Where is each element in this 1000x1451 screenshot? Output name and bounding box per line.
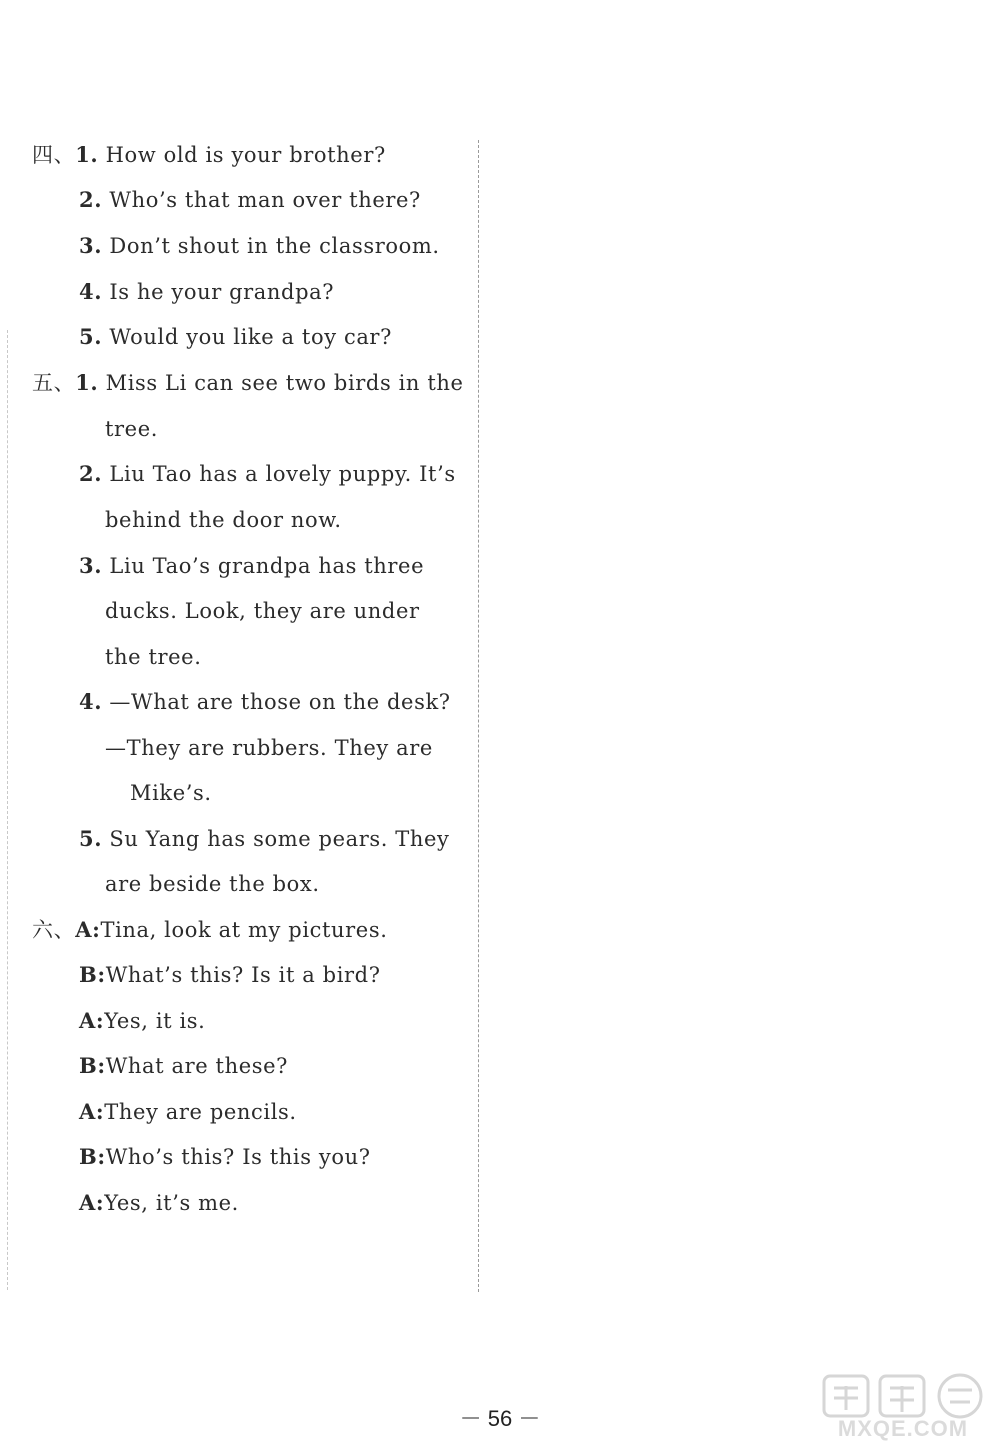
item-text-continued: Mike’s. [130,781,212,805]
section-six-line-4: B:What are these? [79,1053,288,1078]
item-number: 5. [79,324,103,349]
speaker-label: B [79,1053,98,1078]
speaker-label: B [79,962,98,987]
section-marker: 六、 [32,918,76,942]
item-number: 1. [75,142,99,167]
item-text: Su Yang has some pears. They [109,827,450,851]
speaker-label: A [79,1008,96,1033]
item-text-continued: —They are rubbers. They are [105,736,433,760]
speaker-label: A [75,917,93,942]
item-text-continued: the tree. [105,645,202,669]
item-text: Miss Li can see two birds in the [105,371,464,395]
section-four-item-1 [32,142,386,168]
section-five-item-4 [79,689,451,715]
dialogue-text: Yes, it’s me. [104,1191,239,1215]
section-six-line-1: 六、A:Tina, look at my pictures. [32,917,388,942]
section-four-item-3 [79,233,440,259]
item-number: 2. [79,461,103,486]
page-number: － 56 － [459,1406,541,1431]
watermark-text: MXQE.COM [837,1416,969,1441]
speaker-label: A [79,1099,96,1124]
item-number: 3. [79,553,103,578]
item-text-continued: behind the door now. [105,508,342,532]
item-text: Would you like a toy car? [109,325,392,349]
item-text-continued: ducks. Look, they are under [105,599,420,623]
column-divider [478,140,479,1292]
speaker-label: A [79,1190,96,1215]
item-text: Who’s that man over there? [109,188,421,212]
item-number: 2. [79,187,103,212]
section-four-item-5 [79,324,392,350]
item-number: 4. [79,279,103,304]
section-five-item-2 [79,461,456,487]
section-five-item-5 [79,826,450,852]
item-number: 5. [79,826,103,851]
item-text: Liu Tao’s grandpa has three [109,554,425,578]
section-six-line-2: B:What’s this? Is it a bird? [79,962,381,987]
watermark-logo [818,1372,988,1444]
watermark-logo-icon [818,1372,988,1422]
section-four-item-4 [79,279,334,305]
item-text: Liu Tao has a lovely puppy. It’s [109,462,456,486]
item-text-continued: are beside the box. [105,872,320,896]
section-five-item-3 [79,553,424,579]
dialogue-text: They are pencils. [104,1100,297,1124]
dialogue-text: What’s this? Is it a bird? [105,963,381,987]
section-six-line-5: A:They are pencils. [79,1099,297,1124]
section-five-item-1 [32,370,464,396]
section-six-line-7: A:Yes, it’s me. [79,1190,239,1215]
item-text-continued: tree. [105,417,159,441]
section-six-line-6: B:Who’s this? Is this you? [79,1144,371,1169]
section-four-item-2 [79,187,421,213]
dialogue-text: What are these? [105,1054,288,1078]
item-number: 1. [75,370,99,395]
item-text: Don’t shout in the classroom. [109,234,440,258]
item-text: —What are those on the desk? [109,690,451,714]
section-marker: 五、 [32,371,76,395]
item-number: 4. [79,689,103,714]
section-six-line-3: A:Yes, it is. [79,1008,206,1033]
left-margin-line [7,330,8,1290]
item-text: Is he your grandpa? [109,280,335,304]
speaker-label: B [79,1144,98,1169]
dialogue-text: Yes, it is. [104,1009,206,1033]
dialogue-text: Who’s this? Is this you? [105,1145,371,1169]
item-text: How old is your brother? [105,143,386,167]
item-number: 3. [79,233,103,258]
section-marker: 四、 [32,143,76,167]
dialogue-text: Tina, look at my pictures. [100,918,388,942]
